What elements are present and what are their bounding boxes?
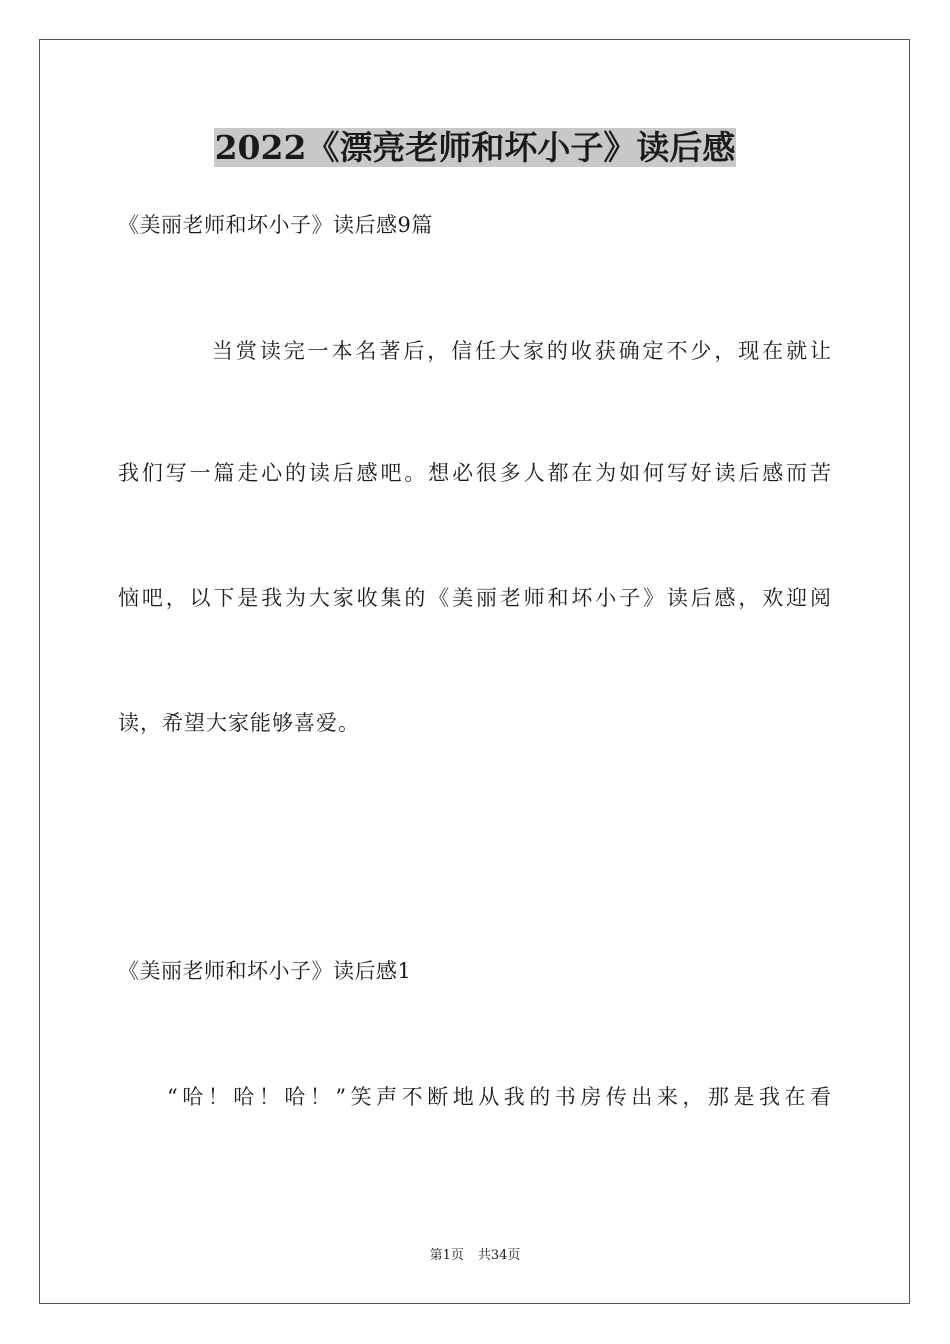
page-total: 共34页 bbox=[477, 1248, 521, 1263]
document-title-text: 2022《漂亮老师和坏小子》读后感 bbox=[214, 128, 736, 167]
intro-paragraph-line-1: 当赏读完一本名著后，信任大家的收获确定不少，现在就让 bbox=[212, 339, 832, 363]
document-subtitle: 《美丽老师和坏小子》读后感9篇 bbox=[118, 213, 433, 237]
intro-paragraph-line-3: 恼吧，以下是我为大家收集的《美丽老师和坏小子》读后感，欢迎阅 bbox=[118, 586, 832, 610]
intro-paragraph-line-2: 我们写一篇走心的读后感吧。想必很多人都在为如何写好读后感而苦 bbox=[118, 461, 832, 485]
page-footer bbox=[0, 1247, 950, 1265]
body-paragraph-line-1: “哈！哈！哈！”笑声不断地从我的书房传出来，那是我在看 bbox=[167, 1085, 832, 1109]
intro-paragraph-line-4: 读，希望大家能够喜爱。 bbox=[118, 711, 360, 735]
section-heading: 《美丽老师和坏小子》读后感1 bbox=[118, 959, 412, 983]
page-number: 第1页 bbox=[429, 1248, 464, 1263]
document-title bbox=[0, 124, 950, 172]
